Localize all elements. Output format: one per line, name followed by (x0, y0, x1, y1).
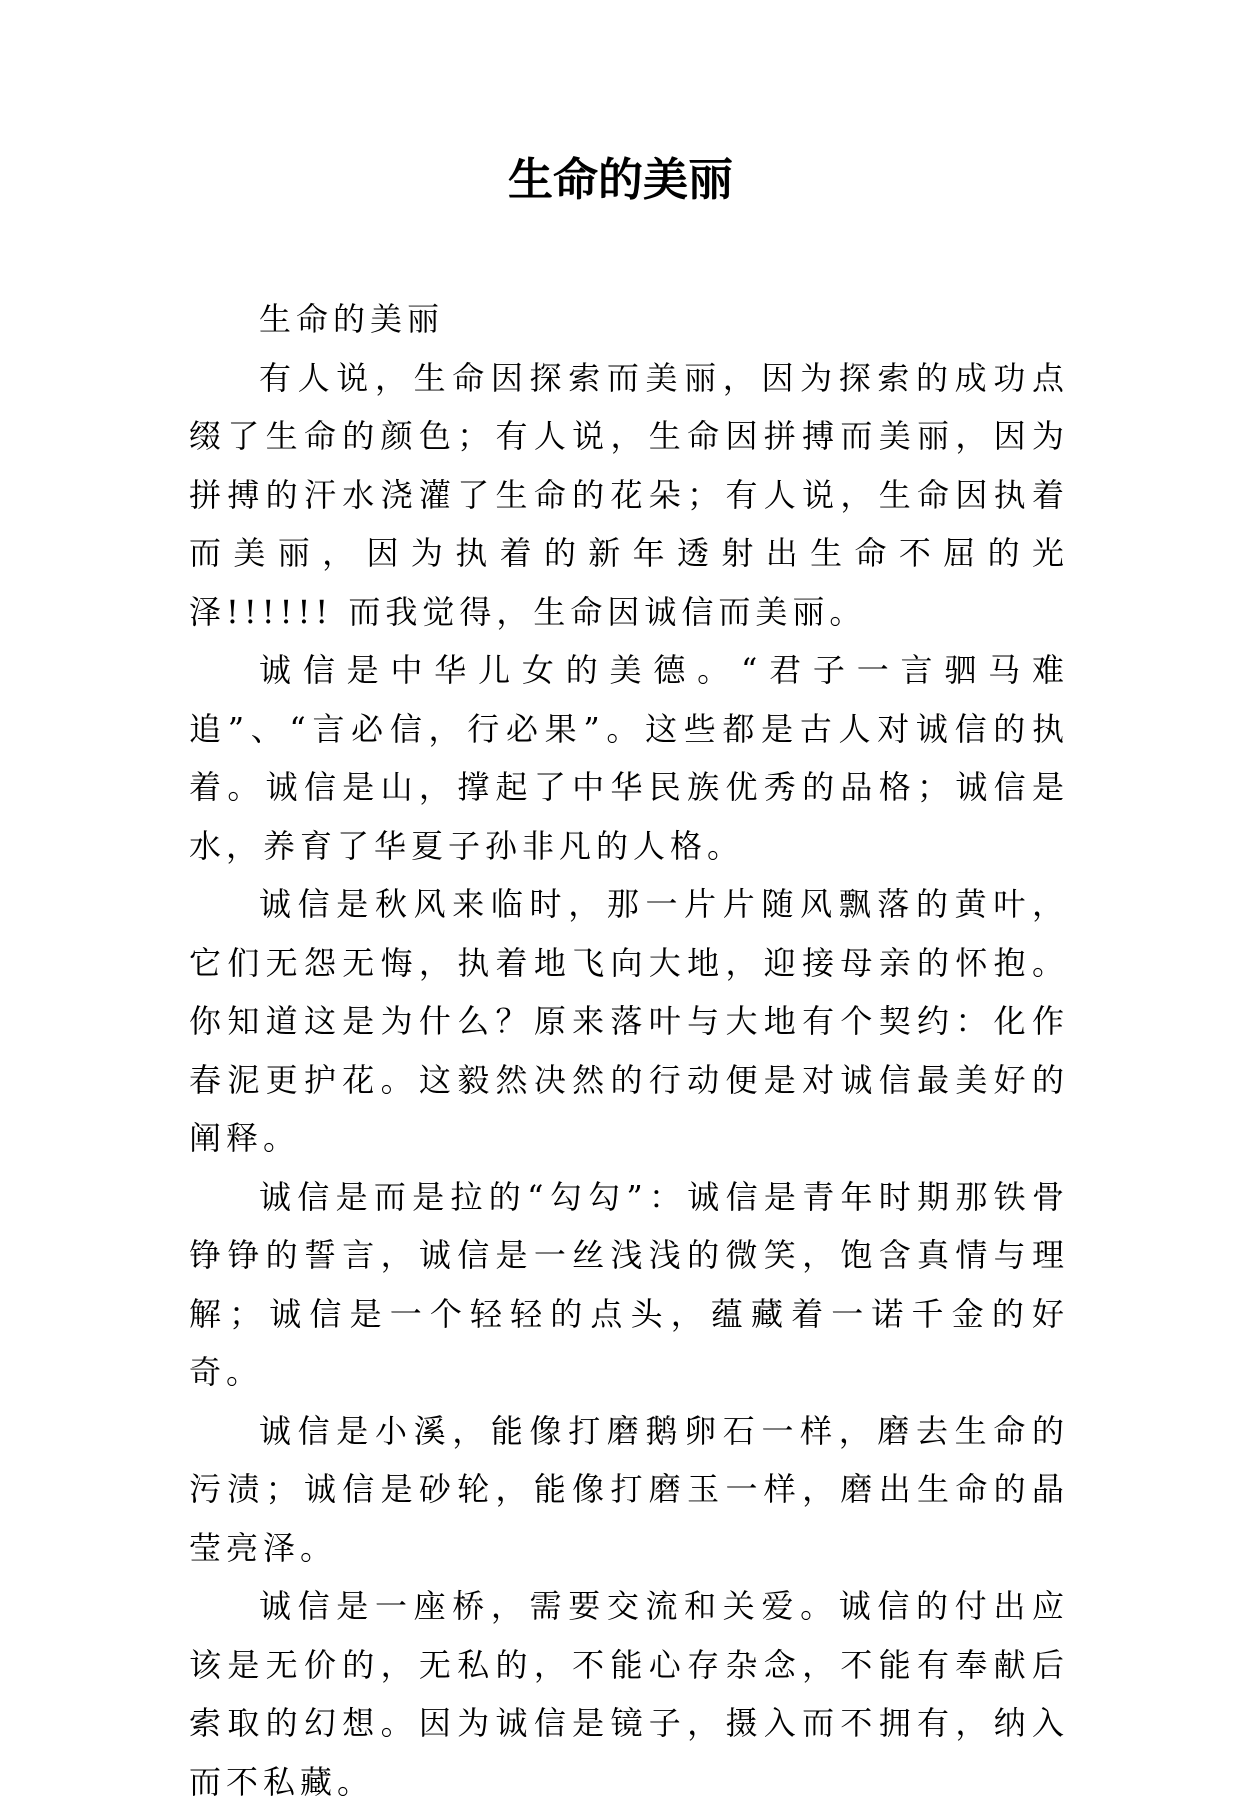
paragraph: 诚信是一座桥，需要交流和关爱。诚信的付出应该是无价的，无私的，不能心存杂念，不能有奉献后索取的幻想。因为诚信是镜子，摄入而不拥有，纳入而不私藏。 (189, 1587, 1069, 1801)
paragraph: 诚信是中华儿女的美德。“君子一言驷马难追”、“言必信，行必果”。这些都是古人对诚信的执着。诚信是山，撑起了中华民族优秀的品格；诚信是水，养育了华夏子孙非凡的人格。 (189, 651, 1069, 865)
paragraph: 有人说，生命因探索而美丽，因为探索的成功点缀了生命的颜色；有人说，生命因拼搏而美丽，因为拼搏的汗水浇灌了生命的花朵；有人说，生命因执着而美丽，因为执着的新年透射出生命不屈的光泽!!!!!! 而我觉得，生命因诚信而美丽。 (189, 358, 1069, 631)
document-title: 生命的美丽 (507, 153, 733, 206)
paragraph: 诚信是而是拉的“勾勾”：诚信是青年时期那铁骨铮铮的誓言，诚信是一丝浅浅的微笑，饱含真情与理解；诚信是一个轻轻的点头，蕴藏着一诺千金的好奇。 (189, 1177, 1069, 1391)
paragraph: 诚信是秋风来临时，那一片片随风飘落的黄叶，它们无怨无悔，执着地飞向大地，迎接母亲的怀抱。你知道这是为什么？原来落叶与大地有个契约：化作春泥更护花。这毅然决然的行动便是对诚信最美好的阐释。 (189, 885, 1069, 1157)
paragraph: 生命的美丽 (259, 300, 445, 338)
paragraph: 诚信是小溪，能像打磨鹅卵石一样，磨去生命的污渍；诚信是砂轮，能像打磨玉一样，磨出生命的晶莹亮泽。 (189, 1411, 1069, 1567)
document-body (189, 290, 1069, 1811)
